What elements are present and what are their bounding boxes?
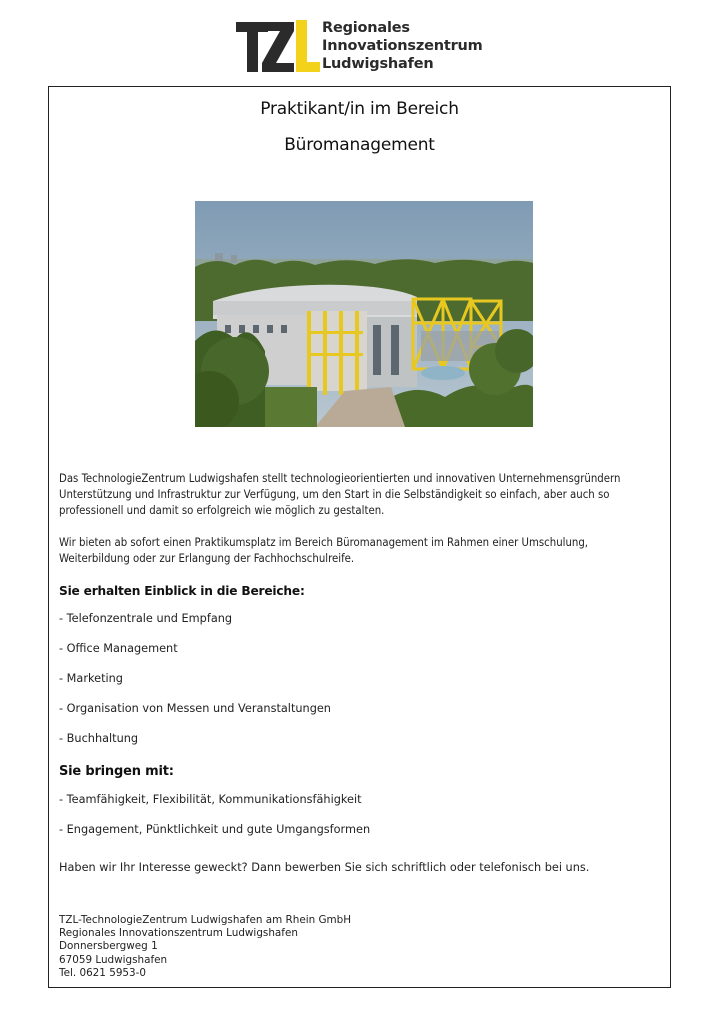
intro-paragraph: Das TechnologieZentrum Ludwigshafen stellt technologieorientierten und innovativen Unternehmensgründern Unterstützung und Infrastruktur zur Verfügung, um den Start in die Selbständigkeit so einfach, aber auch so professionell und damit so erfolgreich wie möglich zu gestalten. xyxy=(59,472,621,517)
logo-line-3: Ludwigshafen xyxy=(322,56,434,72)
areas-list-item: - Buchhaltung xyxy=(59,732,139,745)
requirements-heading: Sie bringen mit: xyxy=(59,764,174,779)
tzl-logo xyxy=(234,16,484,78)
tzl-logo-mark xyxy=(234,18,320,74)
posting-title: Praktikant/in im Bereich xyxy=(260,99,459,119)
footer-phone: Tel. 0621 5953-0 xyxy=(59,966,147,979)
areas-heading: Sie erhalten Einblick in die Bereiche: xyxy=(59,584,305,598)
requirements-list-item: - Teamfähigkeit, Flexibilität, Kommunikationsfähigkeit xyxy=(59,793,362,806)
closing-sentence: Haben wir Ihr Interesse geweckt? Dann bewerben Sie sich schriftlich oder telefonisch bei uns. xyxy=(59,861,590,874)
requirements-list-item: - Engagement, Pünktlichkeit und gute Umgangsformen xyxy=(59,823,371,836)
logo-text xyxy=(322,19,483,73)
logo-line-2: Innovationszentrum xyxy=(322,38,483,54)
footer-city: 67059 Ludwigshafen xyxy=(59,953,168,966)
footer-street: Donnersbergweg 1 xyxy=(59,940,158,953)
building-photo xyxy=(195,201,533,427)
footer-line: Regionales Innovationszentrum Ludwigshafen xyxy=(59,927,298,940)
areas-list-item: - Marketing xyxy=(59,672,123,685)
posting-subtitle: Büromanagement xyxy=(284,135,435,155)
company-address-block xyxy=(59,914,351,980)
areas-list-item: - Organisation von Messen und Veranstaltungen xyxy=(59,702,331,715)
job-posting-frame xyxy=(48,86,671,988)
footer-company-name: TZL-TechnologieZentrum Ludwigshafen am Rhein GmbH xyxy=(59,914,352,926)
building-photo-image xyxy=(195,201,533,427)
areas-list-item: - Office Management xyxy=(59,642,178,655)
offer-paragraph: Wir bieten ab sofort einen Praktikumsplatz im Bereich Büromanagement im Rahmen einer Umschulung, Weiterbildung oder zur Erlangung der Fachhochschulreife. xyxy=(59,536,589,565)
areas-list-item: - Telefonzentrale und Empfang xyxy=(59,612,233,625)
logo-line-1: Regionales xyxy=(322,20,410,36)
